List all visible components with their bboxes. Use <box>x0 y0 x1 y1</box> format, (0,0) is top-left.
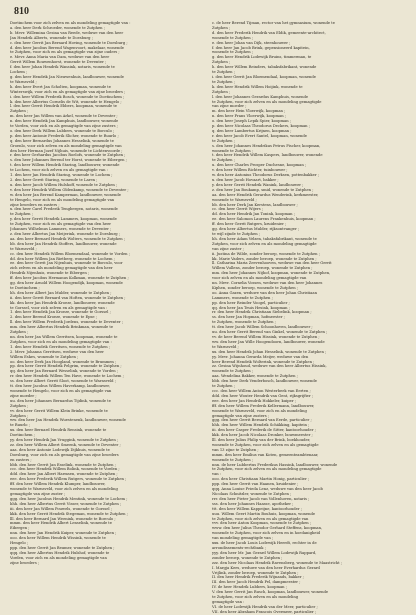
text-line: zijne broeders en zusters ; <box>10 202 60 207</box>
text-line: Zutphen ; <box>10 330 29 335</box>
text-line: te Warnsveld ; <box>10 79 37 84</box>
text-line: van mondeling gemagtigde van ; <box>212 536 274 541</box>
text-line: s. den heer Johannes Berend ter Horst, wonende te Eibergen ; <box>10 158 127 163</box>
text-line: 2. den heer Gerrit Staring, wonende te Laren ; <box>10 178 98 182</box>
text-line: Jan Hendrik Alberts, wonende te Doesburg ; <box>10 35 93 40</box>
text-line: te Lochem, voor zich zelven en als gemagtigde van : <box>10 168 108 173</box>
text-line: bbb. den heer Gerrit Jan Esselink, wonende te Zutphen ; <box>10 462 116 467</box>
text-line: nnn. de heer Lubbertus Frederikus Hassink, landbouwer, wonende <box>212 462 338 467</box>
text-line: ooo. den heer Christiaan Martin Honig, particulier ; <box>212 477 310 482</box>
text-line: van zijne zuster ; <box>212 246 244 251</box>
text-line: Zutphen ; <box>10 403 29 408</box>
text-line: te Zutphen, voor zich en als gemagtigde van zijne ouders ; <box>10 50 120 55</box>
text-line: d. den heer Jacobus Berend Wagenvoort, makelaar, wonende <box>10 45 124 50</box>
text-line: t. den heer Willem Hendrik Staring, landbouwer, wonende <box>10 163 120 168</box>
text-line: en zusters ; <box>10 457 32 462</box>
text-line: z. den heer Albertus Jan Meijerink, wonende te Doesburg ; <box>10 231 121 236</box>
text-line: vv. de heer Berend Willem Hissink, wonende te Zutphen ; <box>212 335 320 339</box>
text-line: iii. den heer Casper Frederik de Sitter, kantoorhouder ; <box>212 428 316 433</box>
text-line: oo. Anna Gazen, weduwe van den heer Johan Christiaan <box>212 290 317 295</box>
text-line: tt. den heer Jacob Willem Schoonhoven, landbouwer ; <box>212 325 313 330</box>
text-line: zich zelven en als mondeling gemagtigde van den heer <box>10 266 113 271</box>
text-line: w. den heer Antonius Theodorus Derksen, pottenbakker ; <box>212 173 319 178</box>
text-line: van : <box>212 472 222 477</box>
text-line: g. den heer Hendrik Jan Nieuwenhuis, landbouwer, wonende <box>10 74 124 79</box>
text-line: qq. den heer Jan Bernard Wesselink, wonende te Vorden ; <box>10 369 119 374</box>
text-line: v. den heer Hendrik Willem Oldenkamp, wonende te Deventer ; <box>10 187 129 192</box>
text-line: rr. den heer Hendrik Christiaan Siebelink, koopman ; <box>212 310 312 315</box>
text-line: wonende te Zutphen ; <box>212 35 253 40</box>
text-line: te Zutphen, voor zich zelven en als gemagtigde van <box>212 516 309 521</box>
right-column <box>212 21 406 615</box>
text-line: cc. den heer Hendrik Willem Bloemendaal, wonende te Vorden ; <box>10 251 130 256</box>
text-line: Winterswijk, voor zich en als gemagtigde van zijne broeders ; <box>10 89 126 94</box>
text-line: te Zutphen, voor zich en als gemagtigde van den heer <box>10 222 112 227</box>
text-line: Hengelo ; <box>10 541 29 546</box>
text-line: van zijne moeder ; <box>212 104 247 109</box>
text-line: uu. den heer Johannes Bernardus Tijdink, wonende te <box>10 398 111 403</box>
text-line: te Zutphen ; <box>212 79 235 84</box>
text-line: a. den heer Derk Schroeder, wonende te Zutphen ; <box>10 25 105 30</box>
text-line: x. den heer Jacob Hovaart, bakker ; <box>212 178 279 182</box>
text-line: k. den heer Hendrik Willem Hoijink, wonende te <box>212 84 303 89</box>
text-line: aaa. Wendelina Bakker, wonende te Zutphen ; <box>212 374 298 379</box>
text-line: eee. den heer Frederik Willem Rutgers, wonende te Zutphen ; <box>10 477 127 482</box>
text-line: ooo. den heer Willem Hendrik Wissink, wonende te <box>10 536 106 541</box>
text-line: hh. den heer Adam Velzen, tabaksfabrikant, wonende te <box>212 236 317 241</box>
text-line: lll. den heer Julius Philip van der Brink, boekhouder, <box>212 438 311 443</box>
text-line: p. den heer Nicolaas Theodorus Deckers, koopman ; <box>212 124 310 129</box>
text-line: ii. den heer Gerrit Bernard van Hoften, wonende te Zutphen ; <box>10 295 126 300</box>
text-line: voor zich zelven en als mondeling gemagtigde van <box>212 276 307 281</box>
text-line: p. den heer Antonie Frederik Slicher, wonende te Ruurlo ; <box>10 133 119 138</box>
text-line: 1. den heer Hendrik Gerritsen, wonende te Zutphen ; <box>10 344 111 349</box>
text-line: te Warnsveld ; <box>10 246 37 251</box>
text-line: q. den heer Bernardus Johannes Hesselink, wonende te <box>10 138 114 143</box>
text-line: 2. Mevr. Johanna Gerritsen, weduwe van den heer <box>10 349 104 354</box>
text-line: Zutphen ; <box>212 89 231 94</box>
text-line: s. den heer Johannes Hendrikus Petrus Fischer, koopman, <box>212 143 321 148</box>
text-line: e. den heer Johan van Dijk, steenhouwer ; <box>212 40 291 45</box>
text-line: xx. den heer Bernard Hendrik Rensink, wonende te <box>10 428 107 433</box>
text-line: van 13 zijne te Zutphen ; <box>212 447 259 452</box>
text-line: IV. de heer Hendrik Lubbers, koopman ; <box>212 585 287 590</box>
text-line: kkk. den heer Jacob Nicolaas Dronker, bouwmeester ; <box>212 433 313 438</box>
text-line: gemagtigde van zijne zuster ; <box>10 492 66 496</box>
text-line: VI. de heer Lodewijk Hendrik van der Meer, particulier ; <box>212 604 318 609</box>
text-line: h. den heer Evert Jan Scholten, koopman, wonende te <box>10 84 111 89</box>
text-line: Lochem ; <box>10 70 28 75</box>
text-line: m. den heer Jan Willem van Arkel, wonende te Deventer ; <box>10 114 118 119</box>
text-line: ww. den heer Jan Hendrik Wuestenenk, landbouwer, wonende <box>10 418 126 423</box>
text-line: te Zutphen ; <box>212 138 235 143</box>
text-line: gg. den heer Albertus Mulder, rijksontvanger ; <box>212 227 300 232</box>
text-line: wonende te Warnsveld, voor zich en als mondeling <box>212 408 307 413</box>
text-line: Zutphen, voor zich en als mondeling gemagtigde van : <box>10 339 112 344</box>
text-line: i. den heer Willem Frederik Bosch, wonende te Doetinchem ; <box>10 94 125 99</box>
text-line: ss. den heer Albert Gerrit Sloot, wonende te Warnsveld ; <box>10 379 116 384</box>
text-line: i. den heer Gerrit Jan Bloemendaal, koopman, wonende <box>212 74 316 79</box>
text-line: zz. den heer Willem Albert Smeenk, wonende te Deventer ; <box>10 442 121 447</box>
text-line: h. den heer Willem Reinders, tabaksfabrikant, wonende <box>212 65 317 70</box>
text-line: Doetinchem ; <box>10 433 35 438</box>
text-line: te Zutphen ; <box>212 158 235 163</box>
text-line: 1. den heer Hendrik Jan Kroeze, wonende te Gorssel ; <box>10 310 111 315</box>
text-line: iii. den heer Jan Willem Pouwels, wonende te Gorssel ; <box>10 506 113 511</box>
text-line: b. Mevr. Willemina Gesina van Reede, weduwe van den heer <box>10 30 124 35</box>
text-line: oo. den heer Derk Jan Hoogland, wonende te Brummen ; <box>10 359 117 364</box>
text-line: cc. den heer Gerrit Wijers ; <box>212 207 264 212</box>
text-line: ee. den heer Salomon Laurens Frankenhuis, koopman ; <box>212 217 316 222</box>
text-line: c. den heer Gerrit Jan Bernard Hoving, wonende te Doesburg ; <box>10 40 128 45</box>
text-line: pp. den heer Gerrit Hendrik Pelgrim, wonende te Zutphen ; <box>10 364 122 369</box>
text-line: Doetinchem voor zich zelven en als mondeling gemagtigde van : <box>10 21 131 25</box>
text-line: ggg. den heer Jacobus Hendrik Mentink, wonende te Lochem ; <box>10 496 128 501</box>
text-line: yy. den heer Hendrik Jan Vruggink, wonende te Zutphen ; <box>10 438 119 443</box>
text-line: n. den heer Frans Vloerwijk, koopman ; <box>212 114 287 119</box>
text-line: den heer Herman Jozef Nijhuis, wonende te Lichtenvoorde ; <box>10 148 123 153</box>
two-column-text <box>10 21 406 615</box>
text-line: hhh. den heer Willem Hendrik Schäkking, kapitein ; <box>212 423 310 428</box>
text-line: Nicolaas Schnitzler, wonende te Zutphen ; <box>212 492 292 496</box>
text-line: ddd. den heer Jan Albert Harmsen, wonende te Zutphen ; <box>10 472 118 477</box>
text-line: wonende te Zutphen ; <box>212 148 253 153</box>
text-line: kk. den heer Jan Hendrik Kroeze, landbouwer, wonende <box>10 300 115 305</box>
text-line: aaa. den heer Antonie Lodewijk Dijkhuis, wonende te <box>10 447 110 452</box>
text-line: mm. den heer Albertus Hendrik Brinkman, wonende te <box>10 325 114 330</box>
text-line: bb. den heer Jan Hendrik Stoffers, landbouwer, wonende <box>10 241 117 246</box>
text-line: dd. den heer Willem Jan Rietberg, wonende te Lochem ; <box>10 256 115 261</box>
text-line: te Zutphen ; <box>212 70 235 75</box>
text-line: zijne broeders ; <box>10 560 40 565</box>
text-line: ddd. den heer Wouter Hendrik van Gent, rijksgrijfier ; <box>212 393 314 398</box>
text-line: l. den heer Gerrit Hendrik Ebbers, koopman, wonende te <box>10 104 117 109</box>
text-line: n. den heer Hendrik Jan Kamphuis, landbouwer, wonende <box>10 119 119 124</box>
text-line: fff. den heer Willem Frederik Kellermann, landbouwer, <box>212 403 315 408</box>
text-line: r. den heer Jacob Evert Santel, koopman, wonende <box>212 133 307 138</box>
text-line: sss. den heer Johannes Haasse, apotheker ; <box>212 501 294 506</box>
text-line: heer Berend Hendrik Wolterink, wonende te Zutphen ; <box>212 359 315 364</box>
text-line: zijne moeder ; <box>10 393 37 398</box>
text-line: Zutphen ; <box>10 413 29 418</box>
text-line: wonende te Zutphen, voor zich zelven en in hoedanigheid <box>212 531 321 536</box>
text-line: c. de heer Berend Tijman, rector van het gymnasium, wonende te <box>212 21 335 25</box>
text-line: ll. den heer Willem Frederik Jordens, wonende te Deventer ; <box>10 320 124 325</box>
text-line: f. den heer Johan Hendrik Wansink, notaris, wonende te <box>10 65 115 70</box>
text-line: te Ruurlo ; <box>10 423 30 428</box>
text-line: ww. den heer Jan Wille Hoogendoorn, landbouwer, wonende <box>212 339 325 344</box>
text-line: ss. den heer Jan Hopman, hofmeester ; <box>212 315 285 320</box>
text-line: pp. den heer Reinder Voogel, particulier ; <box>212 300 290 305</box>
text-line: Kiphen, zonder beroep, wonende te Zutphen ; <box>212 285 298 290</box>
text-line: ggg. den heer Gerrit Bernard van Eerde, particulier ; <box>212 418 312 423</box>
text-line: Groenlo, voor zich zelven en als mondeling gemagtigde van <box>10 143 122 148</box>
text-line: mmm. den heer Hendrik Albert Lenselink, wonende te <box>10 521 112 526</box>
text-line: wonende te Warnsveld ; <box>212 197 257 202</box>
text-line: g. den heer Hendrik Lodewijk Bruins, timmerman, te <box>212 55 312 60</box>
text-line: Zutphen ; <box>10 109 29 114</box>
text-line: V. den heer Gerrit Jan Rusch, koopman, landbouwer, wonende <box>212 590 329 595</box>
text-line: l. den heer Johannes Gerardus Kamphuis, wonende <box>212 94 309 99</box>
text-line: mmm. den heer Emilius van Koten, gemeenteambtenaar, <box>212 452 319 457</box>
text-line: Zutphen ; <box>212 25 231 30</box>
text-line: te Zutphen, voor zich zelven en als mondeling <box>212 595 299 600</box>
text-line: xx. den heer Hendrik Johan Hesselink, wonende te Zutphen ; <box>212 349 327 354</box>
text-line: aa. den heer Bernard Hendrik Wolters, wonende te Zutphen ; <box>10 236 126 241</box>
text-line: nn. Mevr. Cornelia Vossen, weduwe van den heer Johannes <box>212 281 323 286</box>
text-line: te wijl zijnde te Zutphen ; <box>212 231 260 236</box>
text-line: ff. den heer Gerrit Rutgers, kruidenier ; <box>212 222 287 227</box>
text-line: k. den heer Albertus Cornelis de Wit, wonende te Hengelo ; <box>10 99 122 104</box>
text-line: Eibergen ; <box>10 526 30 531</box>
text-line: ff. den heer Jacobus Hermanus Kolkman, wonende te Zutphen ; <box>10 276 129 281</box>
text-line: qqq. Anna Louise Frieda Lenz, weduwe van den heer Jacob <box>212 487 323 492</box>
text-line: yy. Mevr. Johanna Gerarda Meijer, weduwe van den <box>212 354 309 359</box>
text-line: mm. den heer Johannes Nijhof, koopman, wonende te Zutphen, <box>212 271 331 276</box>
text-line: nnn. den heer Jan Hendrik Kuiper, wonende te Zutphen ; <box>10 531 117 536</box>
text-line: Johannes Wilhelmus Lammers, wonende te Deventer ; <box>10 227 112 232</box>
text-line: Doesburg, voor zich en als gemagtigde van zijne broeders <box>10 452 119 457</box>
text-line: kk. Marie Vaders, zonder beroep, wonende te Zutphen ; <box>212 256 317 261</box>
text-line: ttt. den heer Willem Kappeijne, kantoorhouder ; <box>212 506 302 511</box>
text-line: kkk. den heer Gerrit Hendrik Stegeman, wonende te Zutphen ; <box>10 511 128 516</box>
text-line: te Gorssel, voor zich zelven en als gemagtigde van : <box>10 305 108 310</box>
text-line: ccc. den heer Hendrik Willem Bolink, wonende te Vorden ; <box>10 467 120 472</box>
text-line: arrondissements-rechtbank ; <box>212 545 266 550</box>
text-line: aa. den heer Hendrik Gerardus Wenderink, kerkmeester, <box>212 192 319 197</box>
text-line: te Zutphen, voor zich zelven en als mondeling gemagtigde <box>212 467 322 472</box>
text-line: hhh. den heer Albertus Gerrit Visser, wonende te Zutphen ; <box>10 501 122 506</box>
page-number: 810 <box>14 6 29 17</box>
text-line: te Warnsveld ; <box>212 344 239 349</box>
text-line: m. den heer Hein Vloerwijk, koopman ; <box>212 109 286 114</box>
text-line: bb. den heer Derk Jan Kerstens, landbouwer ; <box>212 202 298 207</box>
text-line: wonende te Zutphen ; <box>212 50 253 55</box>
text-line: I. Margja Kees, weduwe van den heer Everhardus Gerard <box>212 565 320 570</box>
text-line: o. den heer Derk Willem Lubbers, wonende te Borculo ; <box>10 128 115 133</box>
text-line: u. den heer Charles Prosper Duchesne, koopman ; <box>212 163 307 168</box>
text-line: wonende te Zutphen, voor zich zelven en als gemagtigde <box>212 442 319 447</box>
text-line: te Hengelo, voor zich en als mondeling gemagtigde van <box>10 197 115 202</box>
text-line: y. den heer Gerrit Hendrik Lammers, koopman, wonende <box>10 217 117 222</box>
text-line: bbb. den heer Derk Venderbosch, landbouwer, wonende <box>212 379 317 384</box>
text-line: rrr. den heer Pieter Jacob van Vollenhoven, notaris ; <box>212 496 310 501</box>
text-line: uuu. Willem Geert Martin Bouhuis, koopman, wonende <box>212 511 316 516</box>
text-line: nn. den heer Jan Willem Gerritsen, koopman, wonende te <box>10 335 118 339</box>
text-line: e. Mevr. Anna Maria van Dam, weduwe van den heer <box>10 55 110 60</box>
text-line: ppp. den heer Gerrit Jan Beumer, wonende te Zutphen ; <box>10 545 115 550</box>
text-line: yyy. den heer Mr. Jan Gerard Willem Lodewijk Rappard, <box>212 550 317 555</box>
text-line: vv. den heer Gerrit Willem Klein Brinke, wonende te <box>10 408 108 413</box>
text-line: Lammers, wonende te Zutphen ; <box>212 295 273 300</box>
text-line: Zutphen, voor zich zelven en als mondeling gemagtigde <box>212 241 317 246</box>
text-line: qq. den heer Jan Teuis Hesink, koopman ; <box>212 305 290 310</box>
text-line: Vrijlink, zonder beroep, wonende te Zutphen ; <box>212 570 299 575</box>
text-line: Willem Eskes, wonende te Zutphen ; <box>10 354 79 359</box>
text-line: ppp. den heer Gerrit van Haanen, kruidenier ; <box>212 482 299 487</box>
text-line: w. den heer Jan Berend Kamperman, landbouwer, wonende <box>10 192 121 197</box>
text-line: qqq. den heer Albertus Hendrik Hulshof, wonende te <box>10 550 110 555</box>
text-line: ll. Catharina Maria Zeevenhooven, weduwe van den heer Gerrit <box>212 261 332 266</box>
text-line: te Vorden, voor zich en als gemagtigde van zijne zusters ; <box>10 124 118 129</box>
text-line: xxx. de heer Jacob Louis Lodewijk Heerdt, rechter in de <box>212 541 317 546</box>
text-line: zonder beroep, wonende te Zutphen ; <box>212 555 283 560</box>
text-line: www. den heer Julius Theodor Gerhard Steffens, koopman, <box>212 526 323 531</box>
text-line: u. den heer Jacob Willem Hulshoff, wonende te Zutphen ; <box>10 182 118 187</box>
text-line: ccc. den heer Willem Anton Westerbeek van Eerten ; <box>212 388 311 393</box>
text-line: uu. den heer Gerrit Berend van Ginkel, wonende te Zutphen ; <box>212 330 328 335</box>
text-line: vvv. den heer Anton Koopman, wonende te Zutphen ; <box>212 521 312 526</box>
text-line: zz. Gesina Wijnhoud, weduwe van den heer Albertus Hissink, <box>212 364 327 369</box>
text-line: x. den heer Carel Frederik Tengbergen, notaris, wonende <box>10 207 118 212</box>
text-line: 1. den heer Jan Hendrik Staring, wonende te Lochem ; <box>10 173 113 178</box>
left-column <box>10 21 204 615</box>
text-line: d. den heer Frederik Hendrik van Eldik, gemeente-architect, <box>212 30 326 35</box>
text-line: v. den heer Willem Richter, tuinbouwer ; <box>212 168 288 173</box>
text-line: III. den heer Jacob Hendrik Pel, dampmeester ; <box>212 580 301 585</box>
text-line: z. den heer Jan Boukamp, smid, wonende te Zutphen ; <box>212 187 314 192</box>
text-line: tt. den heer Jacobus Willem Haverkamp, landbouwer, <box>10 384 110 389</box>
text-line: r. den heer Gerhardus Jacobus Roelofs, wonende te Zutphen ; <box>10 153 126 158</box>
text-line: ii. Justina de Wilde, zonder beroep, wonende te Zutphen ; <box>212 251 320 256</box>
text-line: gg. den heer Arnold Willem Hoogendijk, koopman, wonende <box>10 281 123 286</box>
text-line: te Doetinchem ; <box>10 285 40 290</box>
text-line: te Zutphen ; <box>212 384 235 389</box>
text-line: Hendrik Nijenhuis, wonende te Eibergen ; <box>10 271 90 276</box>
text-line: VII. den heer Abraham Francois Overmeer, particulier ; <box>212 609 317 614</box>
text-line: o. den heer Joseph Lepik Spier, koopman ; <box>212 119 291 124</box>
text-line: te Zutphen ; <box>10 212 33 217</box>
text-line: zzz. den heer Nicolaas Hendrik Ravensberg, wonende te Maastricht ; <box>212 560 343 565</box>
text-line: wonende te Zutphen ; <box>212 457 253 462</box>
text-line: fff. den heer Willem Hendrik Klumper, landbouwer, <box>10 482 106 487</box>
text-line: eee. den heer Jan Hendrik Hokkeler, kuiper ; <box>212 398 297 403</box>
text-line: Gerrit Willem Rouwenhorst, wonende te Deventer ; <box>10 60 107 65</box>
text-line: Willem Vullens, zonder beroep, wonende te Zutphen ; <box>212 266 313 271</box>
text-line: rr. den heer Hendrik Willem Ten Have, wonende te Lochem ; <box>10 374 124 379</box>
text-line: Zutphen ; <box>212 60 231 65</box>
text-line: gemagtigde van zijne zusters ; <box>212 413 270 418</box>
text-line: f. den heer Jan Jacob Brink, gepensioneerd kapitein, <box>212 45 310 50</box>
text-line: te Zutphen, voor zich zelven en als mondeling gemagtigde <box>212 99 322 104</box>
text-line: dd. den heer Hendrik Jan Tonink, koopman ; <box>212 212 295 217</box>
text-line: wonende te Zutphen ; <box>212 369 253 374</box>
text-line: ee. den heer Gerrit Jan Nijenhuis, wonende te Borculo, voor <box>10 261 123 266</box>
text-line: Vorden, voor zich en als mondeling gemagtigde van <box>10 555 107 560</box>
text-line: lll. den heer Bernard Jan Weenink, wonende te Borculo ; <box>10 516 116 521</box>
text-line: 2. den heer Berend Kroeze, wonende te Epse ; <box>10 315 97 320</box>
text-line: II. den heer Hendrik Frederik Wijnands, bakker ; <box>212 575 304 580</box>
text-line: y. den heer Gerrit Hendrik Wanink, landbouwer ; <box>212 182 304 187</box>
text-line: t. den heer Hendrik Willem Kaspers, landbouwer, wonende <box>212 153 323 158</box>
text-line: te Zutphen, wonende te Zutphen ; <box>212 320 276 325</box>
text-line: wonende te Warnsveld, voor zich zelven en als mondeling <box>10 487 118 492</box>
text-line: gemagtigde van : <box>212 599 245 604</box>
text-line: q. den heer Lambertus Krijnen, koopman ; <box>212 128 292 133</box>
text-line: wonende te Hengelo, voor zich en als gemagtigde van <box>10 388 112 393</box>
text-line: hh. den heer Albert Jan Mulder, wonende te Zutphen ; <box>10 290 112 295</box>
